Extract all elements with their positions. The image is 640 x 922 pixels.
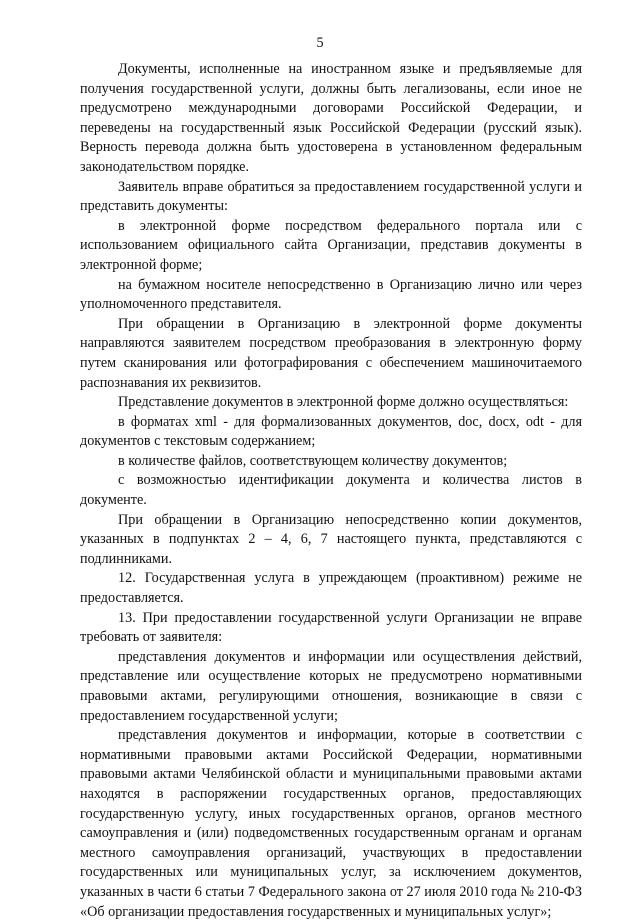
paragraph-item-13-clause-1: представления документов и информации или осуществления действий, представление или осуществление которых не предусмотрено нормативными правовыми актами, регулирующими отношения, возникающие в связи с предоставлением государственной услуги;: [80, 648, 582, 724]
paragraph-file-count: в количестве файлов, соответствующем количеству документов;: [118, 452, 508, 469]
paragraph-submission-ways: Заявитель вправе обратиться за предоставлением государственной услуги и представить документы:: [80, 178, 582, 215]
paragraph-item-13-clause-2: представления документов и информации, которые в соответствии с нормативными правовыми актами Российской Федерации, нормативными правовыми актами Челябинской области и муниципальными правовыми актами находятся в распоряжении государственных органов, предоставляющих государственную услугу, иных государственных органов, органов местного самоуправления и (или) подведомственных государственным органам и органам местного самоуправления организаций, участвующих в предоставлении государственных или муниципальных услуг, за исключением документов, указанных в части 6 статьи 7 Федерального закона от 27 июля 2010 года № 210-ФЗ «Об организации предоставления государственных и муниципальных услуг»;: [80, 727, 582, 920]
paragraph-identification: с возможностью идентификации документа и количества листов в документе.: [80, 472, 582, 509]
page-number: 5: [316, 35, 324, 51]
paragraph-item-12: 12. Государственная услуга в упреждающем (проактивном) режиме не предоставляется.: [80, 570, 582, 607]
paragraph-electronic-requirements: Представление документов в электронной форме должно осуществляться:: [118, 394, 569, 411]
document-body: [80, 60, 582, 922]
paragraph-formats: в форматах xml - для формализованных документов, doc, docx, odt - для документов с текстовым содержанием;: [80, 413, 582, 450]
paragraph-item-13: 13. При предоставлении государственной услуги Организации не вправе требовать от заявителя:: [80, 609, 582, 646]
paragraph-foreign-documents: Документы, исполненные на иностранном языке и предъявляемые для получения государственной услуги, должны быть легализованы, если иное не предусмотрено международными договорами Российской Федерации, и переведены на государственный язык Российской Федерации (русский язык). Верность перевода должна быть удостоверена в установленном федеральным законодательством порядке.: [80, 61, 582, 175]
paragraph-electronic-form: в электронной форме посредством федерального портала или с использованием официального сайта Организации, представив документы в электронной форме;: [80, 217, 582, 273]
paragraph-scanning: При обращении в Организацию в электронной форме документы направляются заявителем посредством преобразования в электронную форму путем сканирования или фотографирования с обеспечением машиночитаемого распознавания их реквизитов.: [80, 315, 582, 391]
paragraph-copies-with-originals: При обращении в Организацию непосредственно копии документов, указанных в подпунктах 2 – 4, 6, 7 настоящего пункта, представляются с подлинниками.: [80, 511, 582, 567]
paragraph-paper-form: на бумажном носителе непосредственно в Организацию лично или через уполномоченного представителя.: [80, 276, 582, 313]
